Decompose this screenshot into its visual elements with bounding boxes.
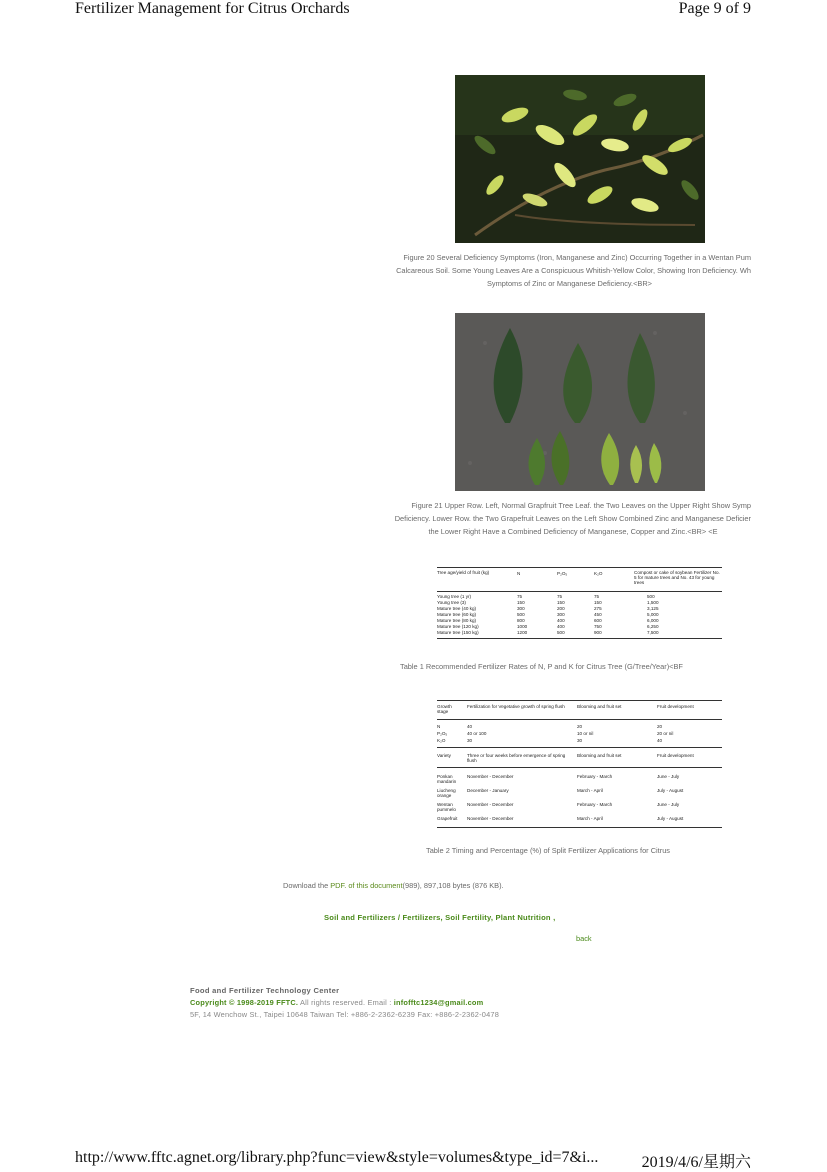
table-cell: 40 or 100 [467, 731, 487, 736]
table-cell: Grapefruit [437, 816, 458, 821]
table-cell: 500 [647, 594, 655, 599]
caption-line: the Lower Right Have a Combined Deficiency of Manganese, Copper and Zinc.<BR> <E [428, 527, 718, 536]
table-cell: 1,500 [647, 600, 659, 605]
table-cell: 5,000 [647, 612, 659, 617]
copyright-text: Copyright © 1998-2019 FFTC. [190, 998, 299, 1007]
table-cell: 75 [557, 594, 563, 599]
table-cell: 20 [577, 724, 583, 729]
table-cell: December - January [467, 788, 509, 793]
figure-21-caption [300, 499, 751, 538]
table-cell: 275 [594, 606, 602, 611]
page-header-title: Fertilizer Management for Citrus Orchards [75, 0, 350, 17]
table-header-cell: Tree age/yield of fruit (kg) [437, 570, 490, 575]
table-cell: 900 [594, 630, 602, 635]
table-cell: 500 [517, 612, 525, 617]
org-name: Food and Fertilizer Technology Center [190, 986, 340, 995]
table-cell: Mature tree (60 kg) [437, 612, 477, 617]
table-cell: March - April [577, 816, 603, 821]
table-cell: 40 [467, 724, 473, 729]
table-rule [437, 591, 722, 592]
table-header-cell: Blooming and fruit set [577, 704, 622, 709]
table-cell: 450 [594, 612, 602, 617]
table-cell: Fruit development [657, 753, 694, 758]
table-cell: Mature tree (120 kg) [437, 624, 479, 629]
table-header-cell: N [517, 571, 521, 576]
table-header-cell: Fertilization for Vegetative growth of spring flush [467, 704, 565, 709]
caption-line: Figure 20 Several Deficiency Symptoms (Iron, Manganese and Zinc) Occurring Together in a Wentan Pum [403, 253, 751, 262]
footer-url: http://www.fftc.agnet.org/library.php?func=view&style=volumes&type_id=7&i... [75, 1149, 599, 1166]
table-cell: June - July [657, 774, 680, 779]
table-cell: 10 or nil [577, 731, 594, 736]
table-cell: 75 [594, 594, 600, 599]
table-cell: 800 [517, 618, 525, 623]
figure-21-photo [455, 313, 705, 491]
table-header-cell: P₂O₅ [557, 571, 568, 576]
table-cell: 30 [577, 738, 583, 743]
table-rule [437, 700, 722, 701]
table-cell: P₂O₅ [437, 731, 448, 736]
table-cell: Variety [437, 753, 451, 758]
copyright-line [190, 998, 483, 1007]
table-cell: 150 [594, 600, 602, 605]
table-cell: 600 [594, 618, 602, 623]
table-header-cell: Compost or cake of soybean Fertilizer No. 5 for mature trees and No. 43 for young trees [634, 570, 720, 585]
table-cell: 7,500 [647, 630, 659, 635]
table-cell: 75 [517, 594, 523, 599]
email-link[interactable]: infofftc1234@gmail.com [393, 998, 484, 1007]
table-cell: 3,125 [647, 606, 659, 611]
download-size: (989), 897,108 bytes (876 KB). [402, 881, 504, 890]
table-header-cell: Fruit development [657, 704, 694, 709]
table-cell: Mature tree (40 kg) [437, 606, 477, 611]
table-cell: November - December [467, 802, 514, 807]
table-rule [437, 638, 722, 639]
table-2-caption: Table 2 Timing and Percentage (%) of Split Fertilizer Applications for Citrus [426, 846, 670, 855]
table-cell: 150 [557, 600, 565, 605]
table-1-caption: Table 1 Recommended Fertilizer Rates of N, P and K for Citrus Tree (G/Tree/Year)<BF [400, 662, 683, 671]
table-rule [437, 567, 722, 568]
table-cell: Wentan pummelo [437, 802, 456, 812]
figure-20-caption [298, 251, 751, 290]
table-cell: November - December [467, 816, 514, 821]
table-cell: 300 [517, 606, 525, 611]
table-rule [437, 767, 722, 768]
footer-date: 2019/4/6/星期六 [641, 1154, 751, 1171]
back-link[interactable]: back [576, 934, 592, 943]
table-cell: 750 [594, 624, 602, 629]
caption-line: Deficiency. Lower Row. the Two Grapefruit Leaves on the Left Show Combined Zinc and Manganese Deficier [394, 514, 751, 523]
table-cell: 20 or nil [657, 731, 674, 736]
table-cell: Young tree (3) [437, 600, 466, 605]
table-cell: Mature tree (150 kg) [437, 630, 479, 635]
table-rule [437, 719, 722, 720]
table-cell: Liucheng orange [437, 788, 456, 798]
rights-text: All rights reserved. Email : [298, 998, 394, 1007]
table-cell: Ponkan mandarin [437, 774, 457, 784]
table-header-cell: K₂O [594, 571, 603, 576]
table-cell: 200 [557, 606, 565, 611]
table-cell: 300 [557, 612, 565, 617]
table-cell: March - April [577, 788, 603, 793]
caption-line: Figure 21 Upper Row. Left, Normal Grapfruit Tree Leaf. the Two Leaves on the Upper Right Show Symp [411, 501, 751, 510]
table-cell: 1200 [517, 630, 528, 635]
table-cell: June - July [657, 802, 680, 807]
table-cell: July - August [657, 788, 684, 793]
table-rule [437, 827, 722, 828]
table-cell: February - March [577, 774, 613, 779]
page-number: Page 9 of 9 [678, 0, 751, 17]
table-cell: 400 [557, 624, 565, 629]
download-line [283, 881, 504, 890]
caption-line: Calcareous Soil. Some Young Leaves Are a Conspicuous Whitish-Yellow Color, Showing Iron Deficiency. Wh [396, 266, 751, 275]
table-cell: Mature tree (80 kg) [437, 618, 477, 623]
table-cell: February - March [577, 802, 613, 807]
table-cell: 400 [557, 618, 565, 623]
table-cell: November - December [467, 774, 514, 779]
pdf-download-link[interactable]: PDF. of this document [330, 881, 403, 890]
grapefruit-leaves-image [455, 313, 705, 491]
citrus-branch-image [455, 75, 705, 243]
table-cell: 500 [557, 630, 565, 635]
table-cell: 150 [517, 600, 525, 605]
table-cell: 20 [657, 724, 663, 729]
table-cell: 30 [467, 738, 473, 743]
table-rule [437, 747, 722, 748]
table-cell: Three or four weeks before emergence of spring flush [467, 753, 566, 763]
table-cell: Young tree (1 yr) [437, 594, 472, 599]
figure-20-photo [455, 75, 705, 243]
table-cell: 6,000 [647, 618, 659, 623]
table-1-image [437, 560, 722, 640]
table-cell: 6,250 [647, 624, 659, 629]
table-cell: July - August [657, 816, 684, 821]
table-cell: 1000 [517, 624, 528, 629]
table-cell: N [437, 724, 441, 729]
table-cell: K₂O [437, 738, 446, 743]
download-prefix: Download the [283, 881, 331, 890]
category-links[interactable]: Soil and Fertilizers / Fertilizers, Soil Fertility, Plant Nutrition , [324, 913, 556, 922]
caption-line: Symptoms of Zinc or Manganese Deficiency.<BR> [487, 279, 652, 288]
table-2-image [437, 700, 722, 830]
table-header-cell: Growth stage [437, 704, 452, 714]
table-cell: Blooming and fruit set [577, 753, 622, 758]
org-address: 5F, 14 Wenchow St., Taipei 10648 Taiwan Tel: +886-2-2362-6239 Fax: +886-2-2362-0478 [190, 1010, 500, 1019]
table-cell: 40 [657, 738, 663, 743]
